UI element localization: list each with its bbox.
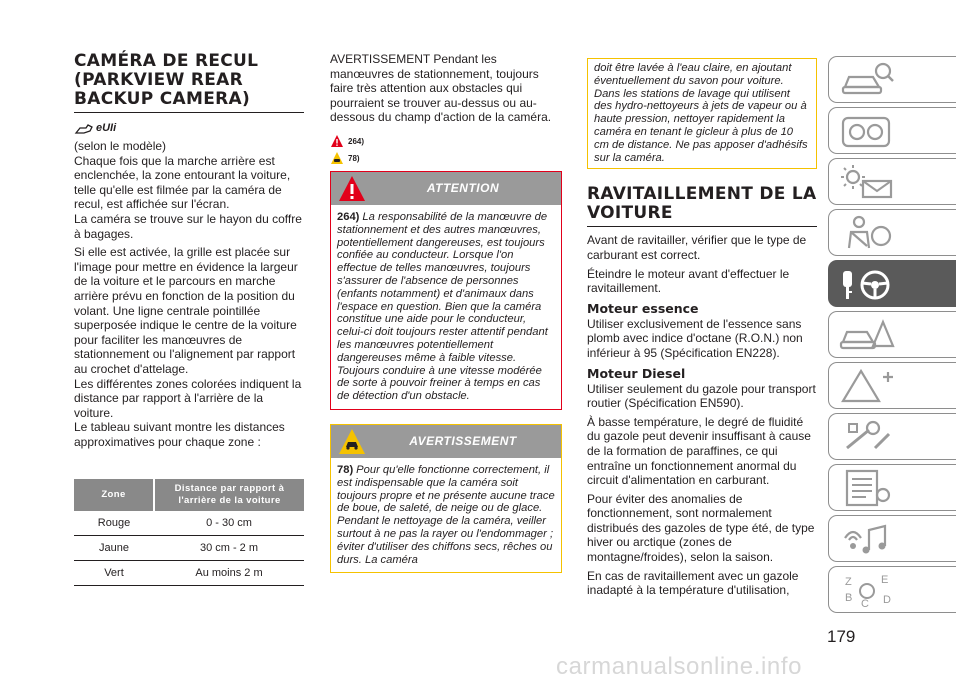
warning-title: AVERTISSEMENT	[409, 433, 517, 448]
attention-title: ATTENTION	[426, 180, 500, 195]
distance-table	[74, 479, 304, 586]
svg-text:C: C	[861, 598, 869, 609]
warning-box	[330, 424, 562, 573]
table-row	[74, 561, 304, 586]
section-title-camera: CAMÉRA DE RECUL (PARKVIEW REAR BACKUP CAMERA)	[74, 52, 304, 113]
paragraph: En cas de ravitaillement avec un gazole inadapté à la température d'utilisation,	[587, 568, 799, 598]
attention-body	[331, 205, 561, 409]
tab-technical-data[interactable]	[828, 464, 956, 511]
paragraph: Utiliser seulement du gazole pour transport routier (Spécification EN590).	[587, 381, 816, 411]
paragraph: La caméra se trouve sur le hayon du coffre à bagages.	[74, 211, 302, 241]
danger-triangle-icon	[330, 134, 344, 148]
paragraph: Avant de ravitailler, vérifier que le type de carburant est correct.	[587, 233, 807, 262]
table-header-distance: Distance par rapport à l'arrière de la voiture	[154, 479, 304, 511]
attention-box	[330, 171, 562, 410]
svg-text:D: D	[883, 594, 891, 606]
attention-ref: 264)	[330, 133, 562, 150]
paragraph: Chaque fois que la marche arrière est enclenchée, la zone entourant la voiture, telle qu'elle est filmée par la caméra de recul, est affichée sur l'écran.	[74, 153, 291, 212]
key-steering-wheel-icon	[839, 265, 895, 303]
table-cell-zone: Vert	[74, 561, 154, 586]
paragraph: Si elle est activée, la grille est placée sur l'image pour mettre en évidence la largeur de la voiture et le parcours en marche arrière prévu en fonction de la position du volant. Une ligne centrale pointillée superposée indique le centre de la voiture pour faciliter les manœuvres de stationnement ou l'alignement par rapport au crochet d'attelage.	[74, 245, 298, 376]
page-number: 179	[827, 627, 856, 646]
subtitle-petrol: Moteur essence	[587, 300, 699, 316]
svg-text:Z: Z	[845, 576, 852, 588]
tab-index[interactable]	[828, 566, 956, 613]
warning-ref: 78)	[330, 150, 562, 167]
chapter-tabs	[828, 56, 956, 617]
car-warning-icon	[839, 316, 895, 354]
paragraph: Éteindre le moteur avant d'effectuer le ravitaillement.	[587, 266, 790, 296]
warning-header	[331, 425, 561, 458]
section-title-refuelling: RAVITAILLEMENT DE LA VOITURE	[587, 185, 817, 227]
table-cell-distance: Au moins 2 m	[154, 561, 304, 586]
table-cell-zone: Rouge	[74, 511, 154, 536]
attention-number: 264)	[337, 210, 360, 223]
warning-number: 78)	[337, 463, 354, 476]
svg-text:eUIi: eUIi	[96, 122, 117, 134]
right-column	[587, 58, 817, 602]
table-cell-distance: 30 cm - 2 m	[154, 536, 304, 561]
table-cell-distance: 0 - 30 cm	[154, 511, 304, 536]
warning-triangle-icon	[839, 367, 895, 405]
table-row	[74, 536, 304, 561]
svg-text:B: B	[845, 592, 853, 604]
multimedia-icon	[839, 520, 895, 558]
tab-starting-driving[interactable]	[828, 260, 956, 307]
tab-safety[interactable]	[828, 158, 956, 205]
warning-continuation: doit être lavée à l'eau claire, en ajoutant éventuellement du savon pour voiture. Dans les stations de lavage qui utilisent des hydro-nettoyeurs à jets de vapeur ou à haute pression, nettoyer rapidement la caméra en tenant le gicleur à plus de 10 cm de distance. Ne pas apposer d'adhésifs sur la caméra.	[587, 58, 817, 169]
paragraph: Pour éviter des anomalies de fonctionnement, sont normalement distribués des gazoles de type été, de type hiver ou arctique (zones de montagne/froides), selon la saison.	[587, 491, 815, 565]
alphabet-index-icon	[839, 571, 895, 609]
middle-column	[330, 52, 562, 587]
watermark: carmanualsonline.info	[556, 653, 803, 680]
table-header-zone: Zone	[74, 479, 154, 511]
tab-maintenance[interactable]	[828, 413, 956, 460]
tab-emergency[interactable]	[828, 362, 956, 409]
light-envelope-icon	[839, 163, 895, 201]
attention-header	[331, 172, 561, 205]
model-note: (selon le modèle)	[74, 139, 167, 153]
car-warning-icon	[330, 151, 344, 165]
tab-multimedia[interactable]	[828, 515, 956, 562]
table-row	[74, 511, 304, 536]
warning-text: Pour qu'elle fonctionne correctement, il est indispensable que la caméra soit toujours propre et ne présente aucune trace de boue, de saleté, de neige ou de glace. Pendant le nettoyage de la caméra, veiller surtout à ne pas la rayer ou l'endommager ; éviter d'utiliser des chiffons secs, rêches ou durs. La caméra	[337, 463, 555, 566]
paragraph: Les différentes zones colorées indiquent la distance par rapport à l'arrière de la voiture.	[74, 376, 302, 420]
hand-camera-icon	[74, 119, 304, 135]
attention-text: La responsabilité de la manœuvre de stationnement et des autres manœuvres, potentiellement dangereuses, est toujours confiée au conducteur. Lorsque l'on effectue de telles manœuvres, toujours s'assurer de l'absence de personnes (enfants notamment) et d'animaux dans l'espace en question. Bien que la caméra constitue une aide pour le conducteur, celui-ci doit toujours rester attentif pendant les manœuvres potentiellement dangereuses même à faible vitesse. Toujours conduire à une vitesse modérée de sorte à pouvoir freiner à temps en cas de détection d'un obstacle.	[337, 210, 548, 403]
dashboard-icon	[839, 112, 895, 150]
subtitle-diesel: Moteur Diesel	[587, 365, 686, 381]
paragraph: Utiliser exclusivement de l'essence sans plomb avec indice d'octane (R.O.N.) non inférieur à 95 (Spécification EN228).	[587, 316, 803, 360]
warning-body	[331, 458, 561, 572]
warning-intro: AVERTISSEMENT Pendant les manœuvres de stationnement, toujours faire très attention aux obstacles qui pourraient se trouver au-dessus ou au-dessous du champ d'action de la caméra.	[330, 52, 552, 125]
paragraph: Le tableau suivant montre les distances approximatives pour chaque zone :	[74, 420, 285, 449]
tab-vehicle-knowledge[interactable]	[828, 56, 956, 103]
document-list-icon	[839, 469, 895, 507]
svg-text:E: E	[881, 574, 889, 586]
wrench-icon	[839, 418, 895, 456]
table-cell-zone: Jaune	[74, 536, 154, 561]
paragraph: À basse température, le degré de fluidité du gazole peut devenir insuffisant à cause de la formation de paraffines, ce qui entraîne un fonctionnement anormal du circuit d'alimentation en carburant.	[587, 414, 811, 488]
reference-list	[330, 133, 562, 167]
tab-warning-lights[interactable]	[828, 311, 956, 358]
left-column	[74, 52, 304, 586]
car-search-icon	[839, 61, 895, 99]
seatbelt-icon	[839, 214, 895, 252]
tab-dashboard[interactable]	[828, 107, 956, 154]
tab-airbag[interactable]	[828, 209, 956, 256]
